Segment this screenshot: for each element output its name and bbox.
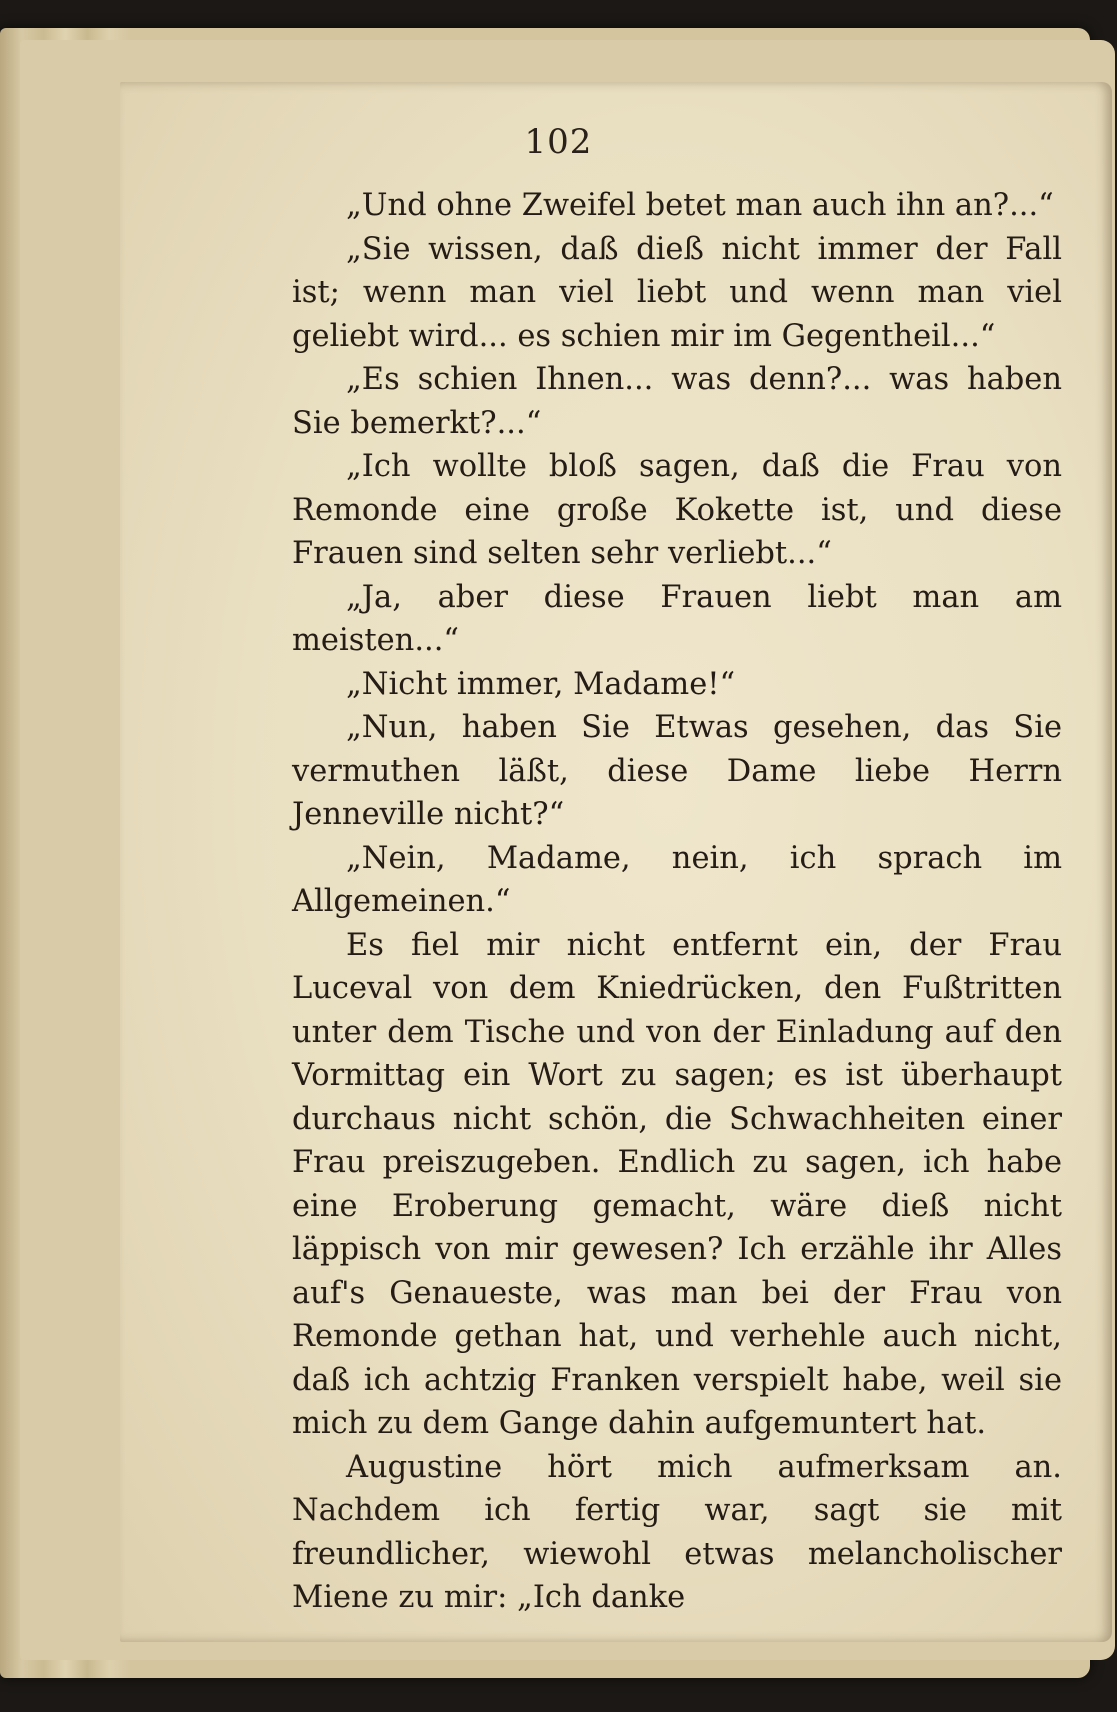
paragraph: Es fiel mir nicht entfernt ein, der Frau Luceval von dem Kniedrücken, den Fußtritten unter dem Tische und von der Einladung auf den Vormittag ein Wort zu sagen; es ist überhaupt durchaus nicht schön, die Schwachheiten einer Frau preiszugeben. Endlich zu sagen, ich habe eine Eroberung gemacht, wäre dieß nicht läppisch von mir gewesen? Ich erzähle ihr Alles auf's Genaueste, was man bei der Frau von Remonde gethan hat, und verhehle auch nicht, daß ich achtzig Franken verspielt habe, weil sie mich zu dem Gange dahin aufgemuntert hat. [292,927,1062,1441]
paragraph: Augustine hört mich aufmerksam an. Nachdem ich fertig war, sagt sie mit freundlicher, wiewohl etwas melancholischer Miene zu mir: „Ich danke [292,1449,1062,1615]
page-text [292,184,1062,1620]
paragraph: „Ja, aber diese Frauen liebt man am meisten...“ [292,579,1062,658]
paragraph: „Sie wissen, daß dieß nicht immer der Fall ist; wenn man viel liebt und wenn man viel geliebt wird... es schien mir im Gegentheil...“ [292,231,1062,354]
paragraph: „Nicht immer, Madame!“ [346,666,736,702]
paragraph: „Ich wollte bloß sagen, daß die Frau von Remonde eine große Kokette ist, und diese Frauen sind selten sehr verliebt...“ [292,449,1062,571]
paragraph: „Nun, haben Sie Etwas gesehen, das Sie vermuthen läßt, diese Dame liebe Herrn Jenneville nicht?“ [292,710,1062,832]
page-number: 102 [524,122,593,162]
paragraph: „Nein, Madame, nein, ich sprach im Allgemeinen.“ [292,840,1062,919]
paragraph: „Es schien Ihnen... was denn?... was haben Sie bemerkt?...“ [292,362,1062,441]
paragraph: „Und ohne Zweifel betet man auch ihn an?...“ [346,188,1054,223]
